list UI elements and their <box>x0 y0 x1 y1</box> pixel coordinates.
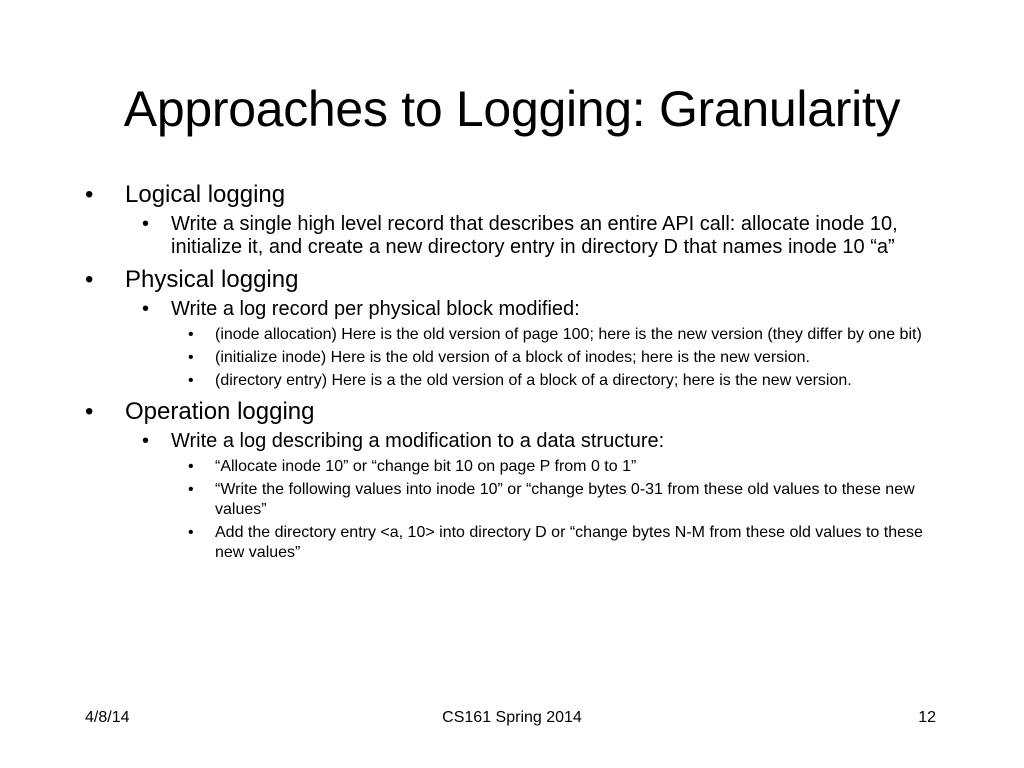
sub-bullet-text: Write a log describing a modification to a data structure: <box>171 430 665 452</box>
sub-sub-bullet <box>85 457 965 477</box>
sub-sub-bullet <box>85 348 965 368</box>
bullet-dot-icon: • <box>85 398 94 425</box>
sub-bullet-text: Write a log record per physical block modified: <box>171 298 580 320</box>
sub-sub-bullet-text: Add the directory entry <a, 10> into directory D or “change bytes N-M from these old values to these new values” <box>215 524 923 561</box>
sub-bullet <box>85 430 965 453</box>
bullet-dot-icon: • <box>142 298 150 320</box>
bullet-dot-icon: • <box>188 481 194 498</box>
footer-course-name: CS161 Spring 2014 <box>442 709 582 726</box>
bullet-text: Physical logging <box>125 266 299 293</box>
sub-bullet <box>85 298 965 321</box>
bullet-logical-logging <box>85 180 965 209</box>
sub-sub-bullet <box>85 523 965 563</box>
bullet-operation-logging <box>85 397 965 426</box>
bullet-text: Logical logging <box>125 181 286 208</box>
sub-sub-bullet-text: (directory entry) Here is a the old version of a block of a directory; here is the new version. <box>215 372 852 389</box>
sub-sub-bullet-text: (initialize inode) Here is the old version of a block of inodes; here is the new version. <box>215 349 810 366</box>
bullet-physical-logging <box>85 265 965 294</box>
sub-bullet <box>85 213 965 259</box>
bullet-text: Operation logging <box>125 398 315 425</box>
sub-sub-bullet-text: (inode allocation) Here is the old version of page 100; here is the new version (they differ by one bit) <box>215 326 922 343</box>
bullet-dot-icon: • <box>85 181 94 208</box>
sub-sub-bullet <box>85 480 965 520</box>
slide-title: Approaches to Logging: Granularity <box>123 81 901 137</box>
bullet-dot-icon: • <box>188 349 194 366</box>
bullet-dot-icon: • <box>142 213 150 235</box>
sub-sub-bullet <box>85 371 965 391</box>
bullet-dot-icon: • <box>188 524 194 541</box>
sub-sub-bullet-text: “Allocate inode 10” or “change bit 10 on page P from 0 to 1” <box>215 458 637 475</box>
sub-sub-bullet <box>85 325 965 345</box>
bullet-dot-icon: • <box>85 266 94 293</box>
footer-date: 4/8/14 <box>85 709 130 726</box>
bullet-dot-icon: • <box>188 372 194 389</box>
sub-sub-bullet-text: “Write the following values into inode 10” or “change bytes 0-31 from these old values to these new values” <box>215 481 915 518</box>
sub-bullet-text: Write a single high level record that describes an entire API call: allocate inode 10, initialize it, and create a new directory entry in directory D that names inode 10 “a” <box>171 213 898 258</box>
slide-content <box>85 180 965 566</box>
bullet-dot-icon: • <box>142 430 150 452</box>
footer-page-number: 12 <box>918 709 936 726</box>
bullet-dot-icon: • <box>188 326 194 343</box>
bullet-dot-icon: • <box>188 458 194 475</box>
